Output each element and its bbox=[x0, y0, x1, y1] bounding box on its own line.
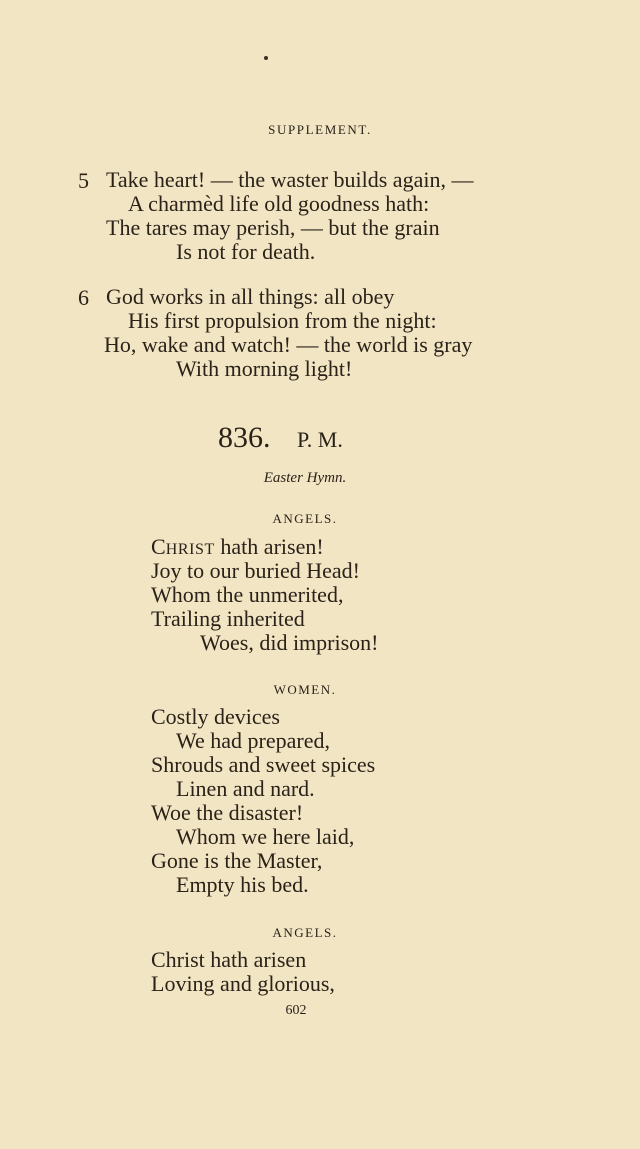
verse-line: Joy to our buried Head! bbox=[151, 558, 360, 583]
hymn-number: 836. bbox=[218, 421, 271, 454]
speaker-heading: ANGELS. bbox=[272, 925, 338, 940]
small-caps-rest: HRIST bbox=[165, 541, 215, 558]
verse-line: His first propulsion from the night: bbox=[128, 308, 437, 333]
verse-line: Gone is the Master, bbox=[151, 848, 323, 873]
small-caps-initial: C bbox=[151, 534, 166, 559]
verse-line: A charmèd life old goodness hath: bbox=[128, 191, 430, 216]
verse-line: Whom we here laid, bbox=[176, 824, 355, 849]
verse-line: Costly devices bbox=[151, 704, 280, 729]
verse-line: Empty his bed. bbox=[176, 872, 309, 897]
verse-line: Shrouds and sweet spices bbox=[151, 752, 376, 777]
verse-line: We had prepared, bbox=[176, 728, 330, 753]
verse-line-rest: hath arisen! bbox=[214, 534, 324, 559]
hymn-subtitle: Easter Hymn. bbox=[263, 470, 347, 486]
verse-line: Whom the unmerited, bbox=[151, 582, 344, 607]
ink-speck bbox=[264, 56, 268, 60]
verse-line: Is not for death. bbox=[176, 239, 316, 264]
verse-line: Take heart! — the waster builds again, — bbox=[106, 167, 474, 192]
verse-line: Loving and glorious, bbox=[151, 971, 335, 996]
verse-line: Trailing inherited bbox=[151, 606, 305, 631]
running-header: SUPPLEMENT. bbox=[268, 122, 372, 137]
verse-line: God works in all things: all obey bbox=[106, 284, 395, 309]
verse-line: The tares may perish, — but the grain bbox=[106, 215, 440, 240]
verse-line: Woes, did imprison! bbox=[200, 630, 379, 655]
verse-line: Ho, wake and watch! — the world is gray bbox=[104, 332, 473, 357]
verse-line: With morning light! bbox=[176, 356, 353, 381]
stanza-number: 5 bbox=[78, 168, 89, 193]
speaker-heading: WOMEN. bbox=[273, 682, 337, 697]
hymn-meter: P. M. bbox=[297, 427, 343, 452]
verse-line: Christ hath arisen bbox=[151, 947, 307, 972]
verse-line: Woe the disaster! bbox=[151, 800, 304, 825]
page-number: 602 bbox=[285, 1003, 307, 1018]
stanza-number: 6 bbox=[78, 285, 89, 310]
speaker-heading: ANGELS. bbox=[272, 511, 338, 526]
verse-line: Linen and nard. bbox=[176, 776, 315, 801]
